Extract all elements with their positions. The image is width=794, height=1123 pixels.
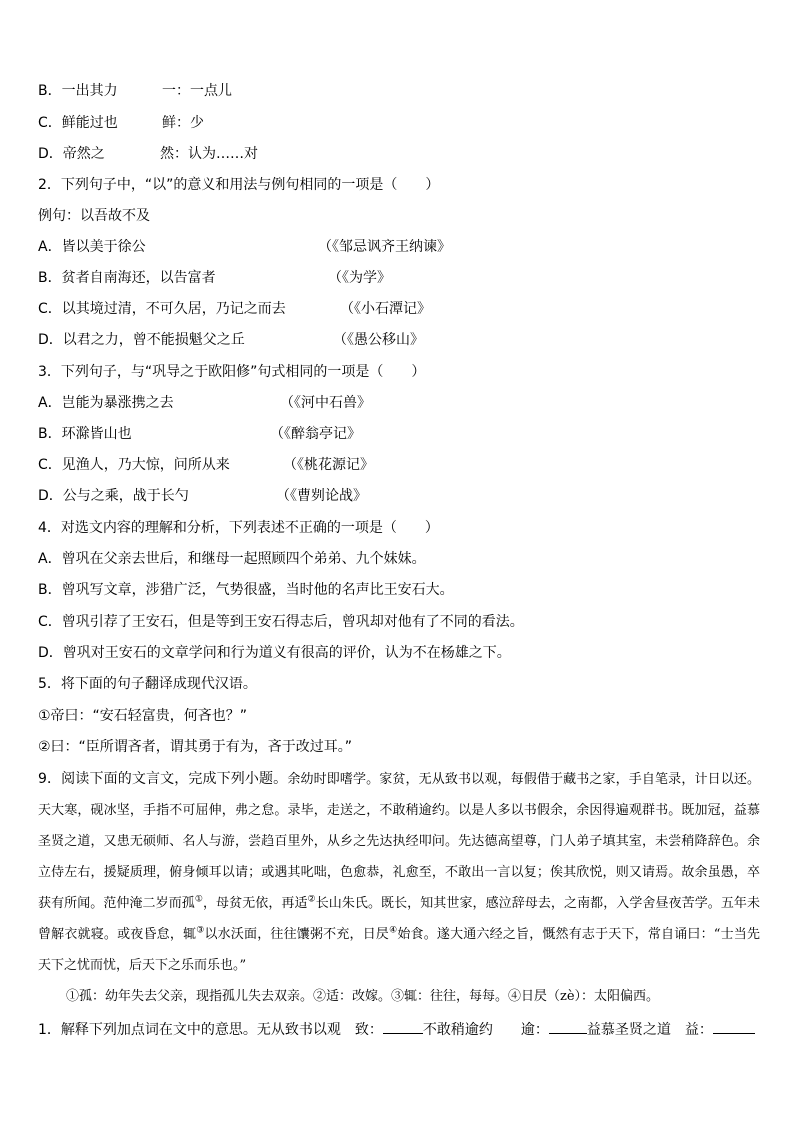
q3-option-d: D．公与之乘，战于长勺 xyxy=(38,488,189,504)
q1-option-d: D．帝然之 xyxy=(38,146,105,162)
q9-lead: 9．阅读下面的文言文，完成下列小题。 xyxy=(38,771,288,787)
q3-option-c-source: （《桃花源记》 xyxy=(283,457,374,473)
q4-option-d: D．曾巩对王安石的文章学问和行为道义有很高的评价，认为不在杨雄之下。 xyxy=(38,645,511,661)
q9-1-lead: 1．解释下列加点词在文中的意思。无从致书以观 致： xyxy=(38,1022,383,1038)
q9-passage-text-1: 余幼时即嗜学。家贫，无从致书以观，每假借于藏书之家，手自笔录，计日以还。天大寒，砚冰坚，手指不可屈伸，弗之怠。录毕，走送之，不敢稍逾约。以是人多以书假余，余因得遍观群书。既加冠，益慕圣贤之道，又患无硕师、名人与游，尝趋百里外，从乡之先达执经叩问。先达德高望尊，门人弟子填其室，未尝稍降辞色。余立侍左右，援疑质理，俯身倾耳以请；或遇其叱咄，色愈恭，礼愈至，不敢出一言以复；俟其欣悦，则又请焉。故余虽愚，卒获有所闻。范仲淹二岁而孤 xyxy=(38,772,760,911)
q2-option-d-source: （《愚公移山》 xyxy=(333,332,424,348)
q1-option-b: B．一出其力 xyxy=(38,83,118,99)
q9-passage-text-4: 以水沃面，往往馕粥不充，日昃 xyxy=(204,927,390,942)
q9-1-question xyxy=(38,1019,755,1040)
q9-passage xyxy=(38,764,760,981)
answer-blank-yi[interactable] xyxy=(713,1019,755,1034)
q1-option-c-gloss: 鲜：少 xyxy=(162,115,204,131)
answer-blank-yu[interactable] xyxy=(549,1019,587,1034)
q9-1-mid2: 益慕圣贤之道 益： xyxy=(586,1022,713,1038)
q2-option-b: B．贫者自南海还，以告富者 xyxy=(38,270,216,286)
q2-option-a: A．皆以美于徐公 xyxy=(38,239,146,255)
q2-example: 例句：以吾故不及 xyxy=(38,208,150,224)
q5-stem: 5．将下面的句子翻译成现代汉语。 xyxy=(38,676,257,692)
q1-option-c: C．鲜能过也 xyxy=(38,115,118,131)
footnote-ref-4: ④ xyxy=(389,925,398,936)
q5-sentence-2: ②曰：“臣所谓吝者，谓其勇于有为，吝于改过耳。” xyxy=(38,739,353,755)
q9-1-mid1: 不敢稍逾约 逾： xyxy=(422,1022,549,1038)
q3-option-b-source: （《醉翁亭记》 xyxy=(270,426,361,442)
q4-option-a: A．曾巩在父亲去世后，和继母一起照顾四个弟弟、九个妹妹。 xyxy=(38,551,426,567)
footnote-ref-1: ① xyxy=(194,894,203,905)
q5-sentence-1: ①帝曰：“安石轻富贵，何吝也？” xyxy=(38,708,248,724)
q1-option-d-gloss: 然：认为……对 xyxy=(160,146,258,162)
q3-option-a: A．岂能为暴涨携之去 xyxy=(38,395,174,411)
q2-stem: 2．下列句子中，“以”的意义和用法与例句相同的一项是（ ） xyxy=(38,177,440,193)
q2-option-c: C．以其境过清，不可久居，乃记之而去 xyxy=(38,301,286,317)
q4-stem: 4．对选文内容的理解和分析，下列表述不正确的一项是（ ） xyxy=(38,520,439,536)
q9-passage-text-2: ，母贫无依，再适 xyxy=(202,896,308,911)
q2-option-b-source: （《为学》 xyxy=(328,270,391,286)
q2-option-c-source: （《小石潭记》 xyxy=(340,301,431,317)
q2-option-d: D．以君之力，曾不能损魁父之丘 xyxy=(38,332,245,348)
q9-passage-text-5: 始食。遂大通六经之旨，慨然有志于天下，常自诵曰：“士当先天下之忧而忧，后天下之乐而乐也。” xyxy=(38,927,760,973)
answer-blank-zhi[interactable] xyxy=(383,1019,423,1034)
footnote-ref-3: ③ xyxy=(196,925,205,936)
q3-option-b: B．环滁皆山也 xyxy=(38,426,132,442)
q2-option-a-source: （《邹忌讽齐王纳谏》 xyxy=(318,239,451,255)
q9-passage-text-3: 长山朱氏。既长，知其世家，感泣辞母去，之南都，入学舍昼夜苦学。五年未曾解衣就寝。或夜昏怠，辄 xyxy=(38,896,760,942)
q9-notes: ①孤：幼年失去父亲，现指孤儿失去双亲。②适：改嫁。③辄：往往，每每。④日昃（zè）：太阳偏西。 xyxy=(66,989,660,1004)
q4-option-c: C．曾巩引荐了王安石，但是等到王安石得志后，曾巩却对他有了不同的看法。 xyxy=(38,614,524,630)
q1-option-b-gloss: 一：一点儿 xyxy=(162,83,232,99)
q3-option-a-source: （《河中石兽》 xyxy=(280,395,371,411)
q4-option-b: B．曾巩写文章，涉猎广泛，气势很盛，当时他的名声比王安石大。 xyxy=(38,582,454,598)
footnote-ref-2: ② xyxy=(307,894,316,905)
q3-option-d-source: （《曹刿论战》 xyxy=(276,488,367,504)
q3-option-c: C．见渔人，乃大惊，问所从来 xyxy=(38,457,230,473)
q3-stem: 3．下列句子，与“巩导之于欧阳修”句式相同的一项是（ ） xyxy=(38,364,426,380)
